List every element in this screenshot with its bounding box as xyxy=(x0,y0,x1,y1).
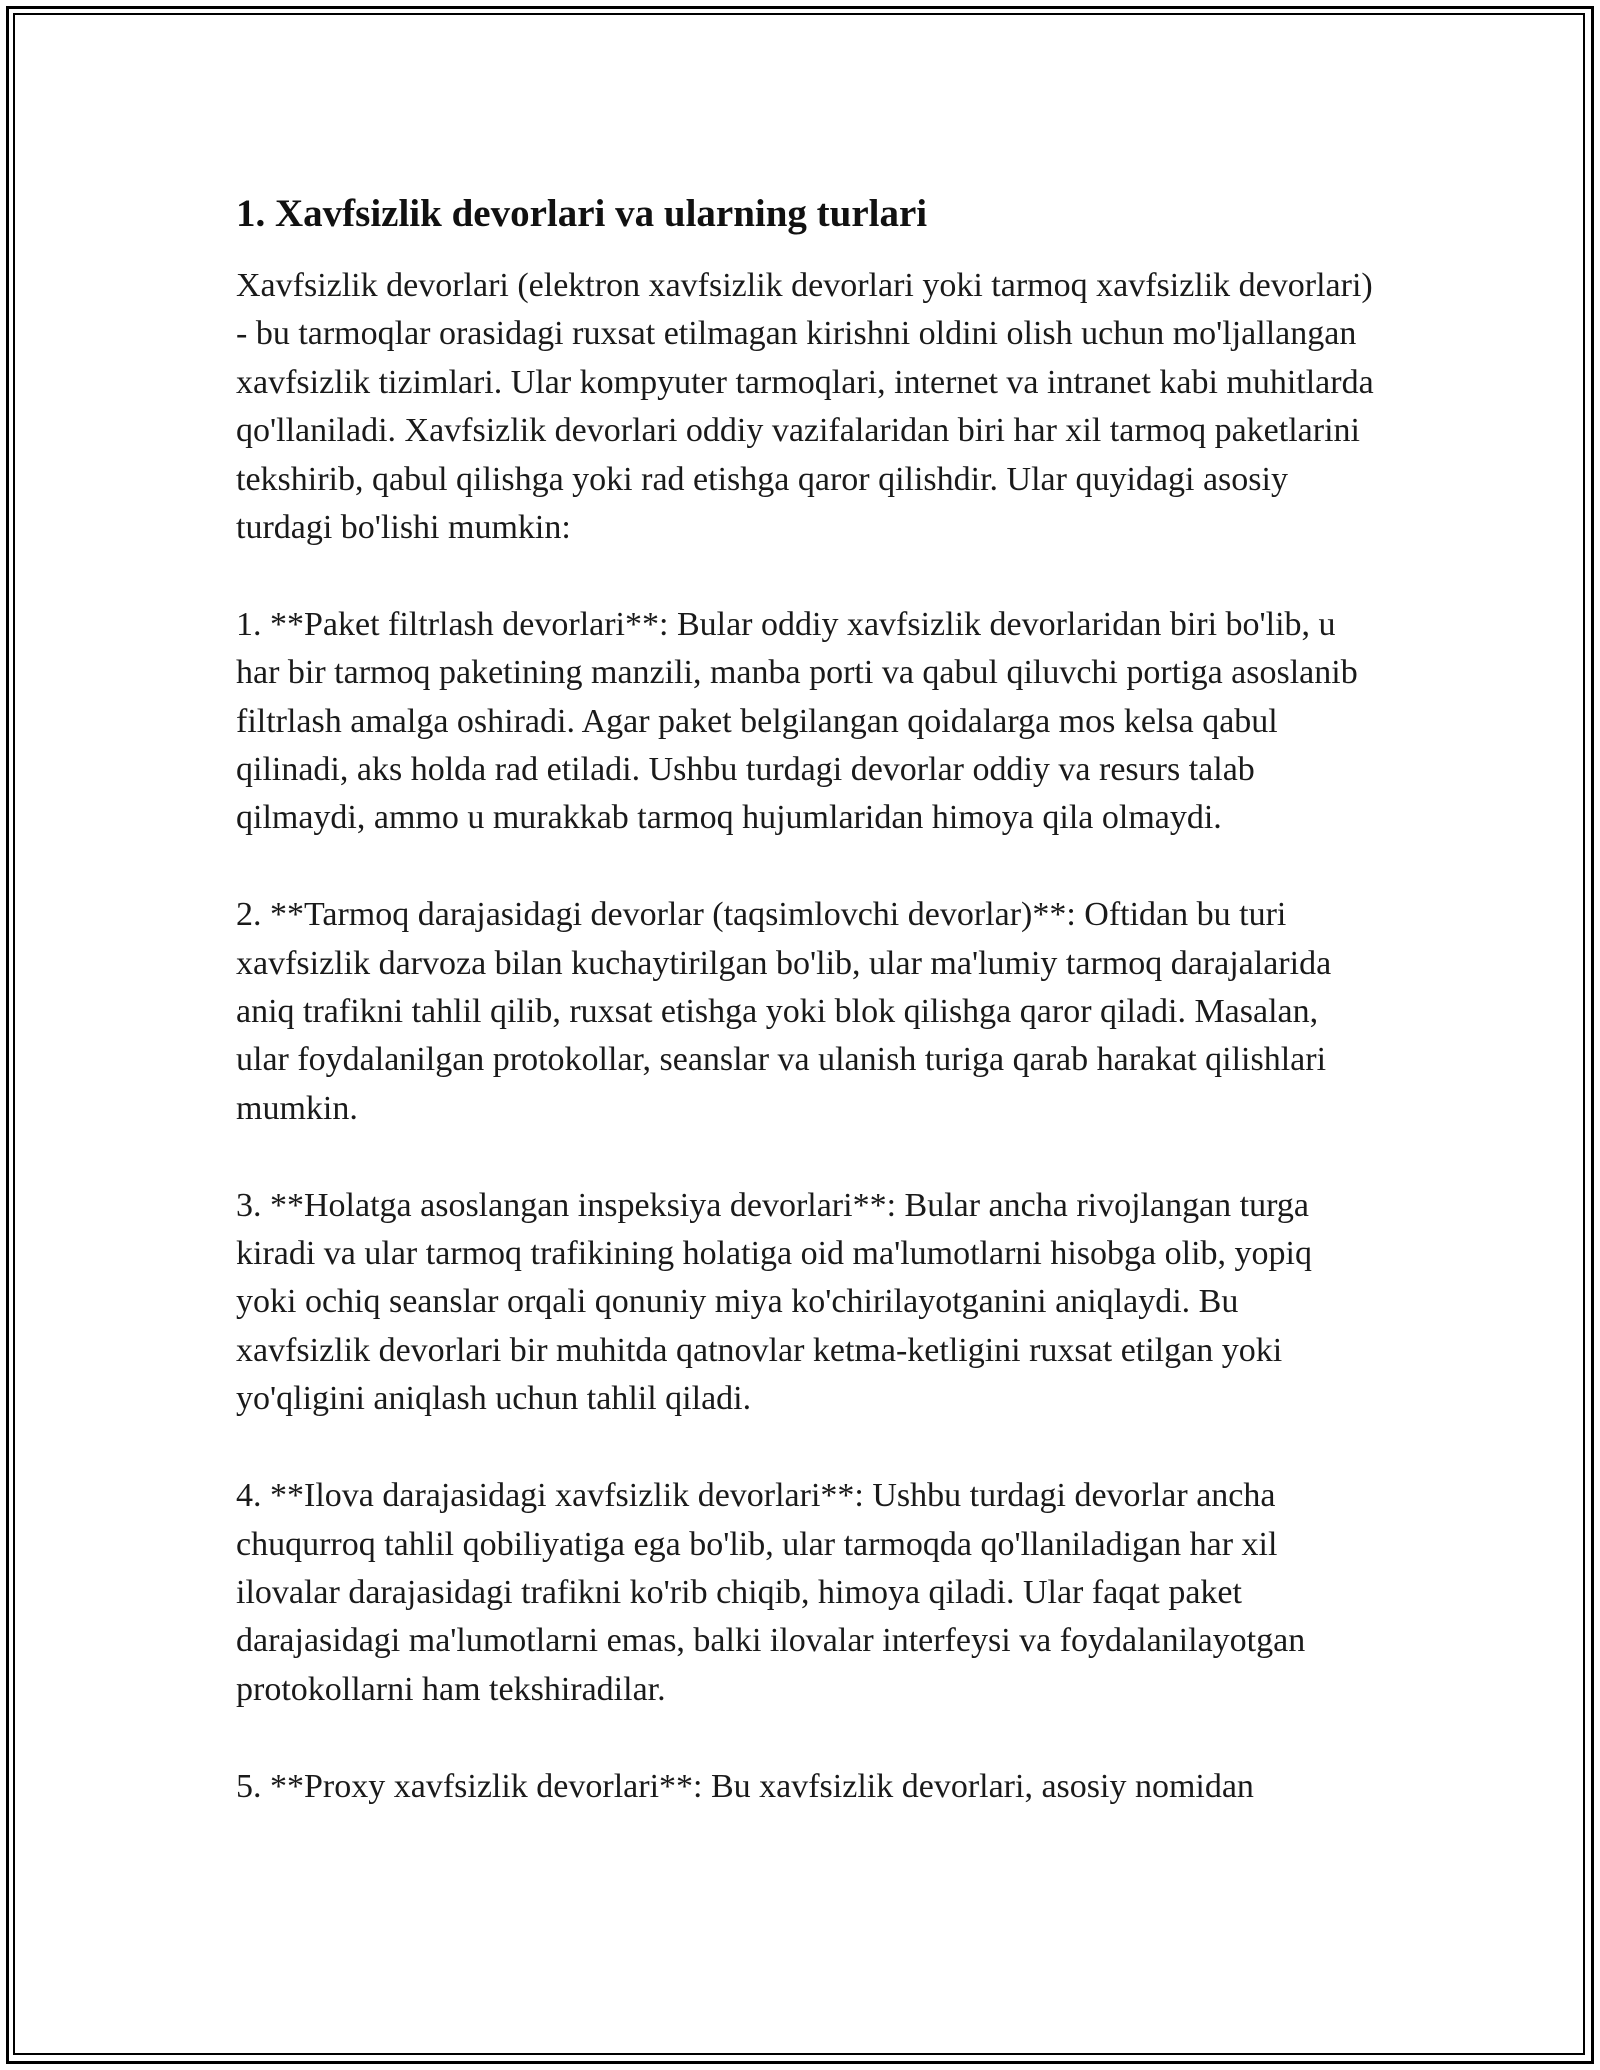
document-title: 1. Xavfsizlik devorlari va ularning turlari xyxy=(236,192,928,235)
list-item-stateful-inspection: 3. **Holatga asoslangan inspeksiya devorlari**: Bular ancha rivojlangan turga kiradi va ular tarmoq trafikining holatiga oid ma'lumotlarni hisobga olib, yopiq yoki ochiq seanslar orqali qonuniy miya ko'chirilayotganini aniqlaydi. Bu xavfsizlik devorlari bir muhitda qatnovlar ketma-ketligini ruxsat etilgan yoki yo'qligini aniqlash uchun tahlil qiladi. xyxy=(236,1186,1312,1418)
list-item-proxy: 5. **Proxy xavfsizlik devorlari**: Bu xavfsizlik devorlari, asosiy nomidan xyxy=(236,1767,1254,1805)
document-body xyxy=(236,186,1376,1811)
intro-paragraph: Xavfsizlik devorlari (elektron xavfsizlik devorlari yoki tarmoq xavfsizlik devorlari) - bu tarmoqlar orasidagi ruxsat etilmagan kirishni oldini olish uchun mo'ljallangan xavfsizlik tizimlari. Ular kompyuter tarmoqlari, internet va intranet kabi muhitlarda qo'llaniladi. Xavfsizlik devorlari oddiy vazifalaridan biri har xil tarmoq paketlarini tekshirib, qabul qilishga yoki rad etishga qaror qilishdir. Ular quyidagi asosiy turdagi bo'lishi mumkin: xyxy=(236,267,1374,547)
list-item-application-level: 4. **Ilova darajasidagi xavfsizlik devorlari**: Ushbu turdagi devorlar ancha chuqurroq tahlil qobiliyatiga ega bo'lib, ular tarmoqda qo'llaniladigan har xil ilovalar darajasidagi trafikni ko'rib chiqib, himoya qiladi. Ular faqat paket darajasidagi ma'lumotlarni emas, balki ilovalar interfeysi va foydalanilayotgan protokollarni ham tekshiradilar. xyxy=(236,1477,1306,1708)
list-item-packet-filtering: 1. **Paket filtrlash devorlari**: Bular oddiy xavfsizlik devorlaridan biri bo'lib, u har bir tarmoq paketining manzili, manba porti va qabul qiluvchi portiga asoslanib filtrlash amalga oshiradi. Agar paket belgilangan qoidalarga mos kelsa qabul qilinadi, aks holda rad etiladi. Ushbu turdagi devorlar oddiy va resurs talab qilmaydi, ammo u murakkab tarmoq hujumlaridan himoya qila olmaydi. xyxy=(236,605,1358,837)
list-item-network-level: 2. **Tarmoq darajasidagi devorlar (taqsimlovchi devorlar)**: Oftidan bu turi xavfsizlik darvoza bilan kuchaytirilgan bo'lib, ular ma'lumiy tarmoq darajalarida aniq trafikni tahlil qilib, ruxsat etishga yoki blok qilishga qaror qiladi. Masalan, ular foydalanilgan protokollar, seanslar va ulanish turiga qarab harakat qilishlari mumkin. xyxy=(236,896,1332,1127)
